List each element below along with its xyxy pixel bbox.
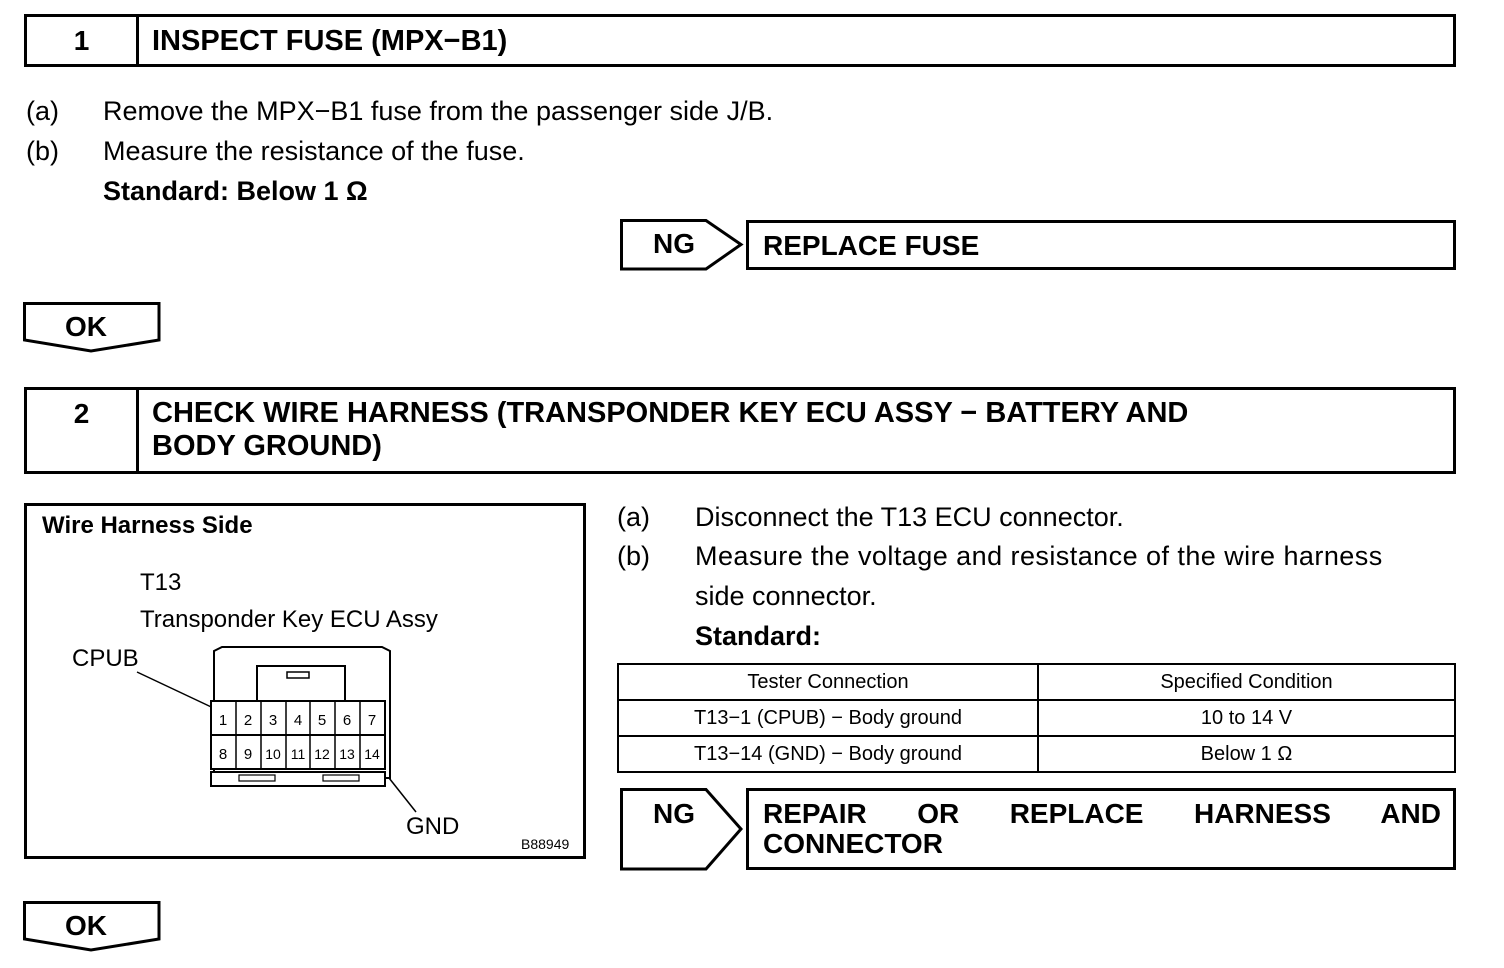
- step2-item-a-marker: (a): [617, 502, 650, 532]
- table-row: [618, 736, 1455, 772]
- step2-item-b-text-cont: side connector.: [695, 581, 877, 611]
- step2-header: [24, 387, 1456, 474]
- step2-ok-label: OK: [65, 910, 107, 941]
- step2-ng-label: NG: [653, 798, 695, 829]
- pin-1: 1: [218, 712, 228, 729]
- step1-item-b-text: Measure the resistance of the fuse.: [103, 136, 525, 166]
- pin-8: 8: [218, 746, 228, 763]
- table-cell: T13−1 (CPUB) − Body ground: [618, 700, 1038, 736]
- step1-item-b-marker: (b): [26, 136, 59, 166]
- pin-2: 2: [243, 712, 253, 729]
- table-header-cell: Specified Condition: [1038, 664, 1455, 700]
- table-cell: 10 to 14 V: [1038, 700, 1455, 736]
- step1-item-a-text: Remove the MPX−B1 fuse from the passenger side J/B.: [103, 96, 774, 126]
- step1-ok-label: OK: [65, 311, 107, 342]
- connector-name: Transponder Key ECU Assy: [140, 606, 438, 633]
- pin-3: 3: [268, 712, 278, 729]
- pin-10: 10: [265, 746, 281, 762]
- step1-ng-action-box: [746, 220, 1456, 270]
- step2-ng-action-line2: CONNECTOR: [763, 828, 943, 859]
- step2-item-b-text: Measure the voltage and resistance of the wire harness: [695, 541, 1383, 571]
- spec-table: [617, 663, 1456, 773]
- step1-ng-label: NG: [653, 228, 695, 259]
- step2-title-line1: CHECK WIRE HARNESS (TRANSPONDER KEY ECU ASSY − BATTERY AND: [152, 397, 1189, 429]
- step2-item-a-text: Disconnect the T13 ECU connector.: [695, 502, 1124, 532]
- connector-diagram: [27, 506, 583, 856]
- figure-code: B88949: [521, 836, 570, 852]
- step1-ng-action: REPLACE FUSE: [763, 230, 980, 261]
- pin-5: 5: [317, 712, 327, 729]
- pin-7: 7: [367, 712, 377, 729]
- gnd-label: GND: [406, 813, 460, 840]
- table-cell: T13−14 (GND) − Body ground: [618, 736, 1038, 772]
- table-cell: Below 1 Ω: [1038, 736, 1455, 772]
- pin-6: 6: [342, 712, 352, 729]
- step2-number: 2: [27, 390, 139, 471]
- pin-9: 9: [243, 746, 253, 763]
- table-row: [618, 700, 1455, 736]
- pin-13: 13: [339, 746, 355, 762]
- step1-number: 1: [27, 17, 139, 64]
- step1-title: INSPECT FUSE (MPX−B1): [152, 25, 508, 57]
- cpub-label: CPUB: [72, 645, 139, 672]
- step2-title-line2: BODY GROUND): [152, 430, 382, 462]
- step1-header: [24, 14, 1456, 67]
- step2-ng-action-box: [746, 788, 1456, 870]
- pin-11: 11: [290, 746, 306, 762]
- step2-ng-action-line1: REPAIR OR REPLACE HARNESS AND: [763, 798, 1441, 829]
- step2-item-b-marker: (b): [617, 541, 650, 571]
- pin-14: 14: [364, 746, 380, 762]
- table-header-cell: Tester Connection: [618, 664, 1038, 700]
- step2-standard: Standard:: [695, 621, 822, 651]
- wire-harness-figure: [24, 503, 586, 859]
- figure-heading: Wire Harness Side: [42, 512, 253, 539]
- connector-id: T13: [140, 569, 182, 596]
- step1-standard: Standard: Below 1 Ω: [103, 176, 368, 206]
- step1-item-a-marker: (a): [26, 96, 59, 126]
- pin-12: 12: [314, 746, 330, 762]
- pin-4: 4: [293, 712, 303, 729]
- table-header-row: [618, 664, 1455, 700]
